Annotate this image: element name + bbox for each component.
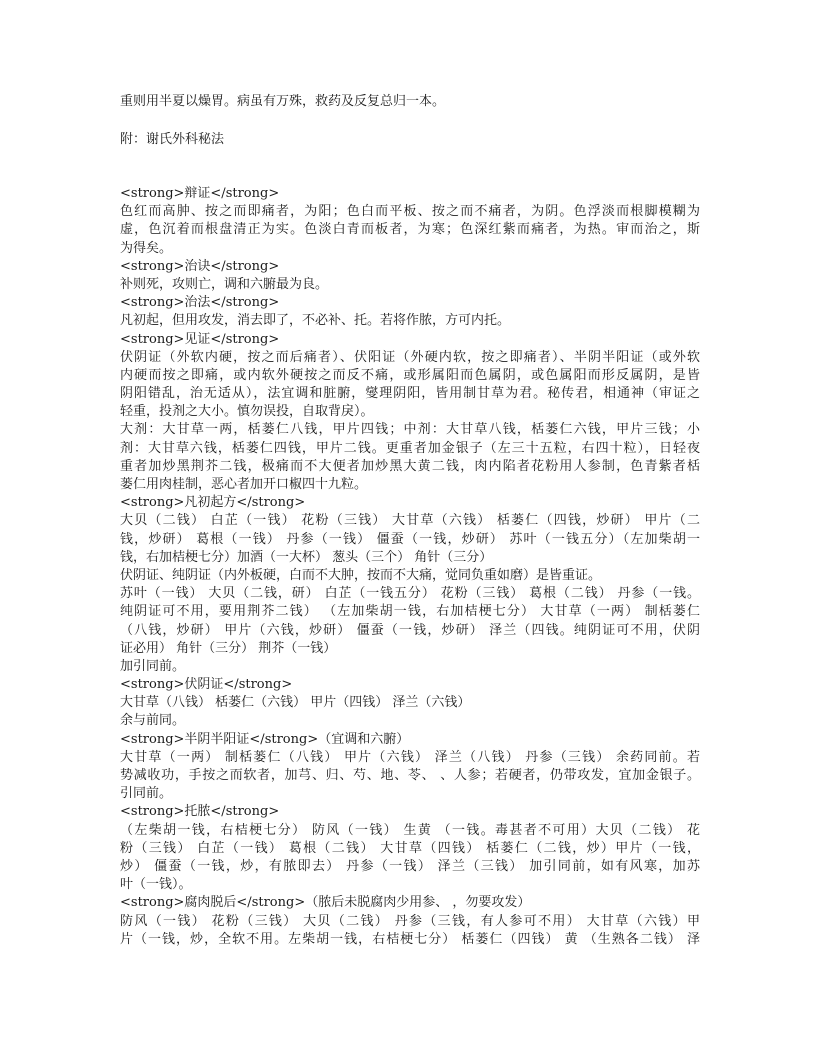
text-line: 蒌仁用肉桂制，恶心者加开口椒四十九粒。 (120, 477, 368, 492)
text-line: 势减收功，手按之而软者，加芎、归、芍、地、苓、 、人参；若硬者，仍带攻发，宜加金银子。 (120, 768, 700, 783)
section-heading-line: <strong>见证</strong> (120, 331, 280, 347)
text-line: 大贝（二钱） 白芷（一钱） 花粉（三钱） 大甘草（六钱） 栝蒌仁（四钱，炒研） 甲片（二 (120, 513, 700, 529)
text-line: 苏叶（一钱） 大贝（二钱，研） 白芷（一钱五分） 花粉（三钱） 葛根（二钱） 丹参（一钱。 (120, 586, 700, 602)
text-line: 炒） 僵蚕（一钱，炒，有脓即去） 丹参（一钱） 泽兰（三钱） 加引同前，如有风寒，加苏 (120, 858, 700, 874)
section-heading-line: <strong>腐肉脱后</strong>（脓后未脱腐肉少用参、 ，勿要攻发） (120, 895, 531, 911)
document-body (0, 185, 700, 949)
text-line: 防风（一钱） 花粉（三钱） 大贝（二钱） 丹参（三钱，有人参可不用） 大甘草（六钱）甲 (120, 913, 700, 929)
text-line: 纯阴证可不用，要用荆芥二钱） （左加柴胡一钱，右加桔梗七分） 大甘草（一两） 制栝蒌仁 (120, 604, 700, 620)
text-line: 片（一钱，炒，全软不用。左柴胡一钱，右桔梗七分） 栝蒌仁（四钱） 黄 （生熟各二钱） 泽 (120, 931, 700, 947)
text-line: 引同前。 (120, 786, 173, 802)
text-line: 轻重，投剂之大小。慎勿误投，自取背戾）。 (120, 404, 374, 420)
closing-line: 重则用半夏以燥胃。病虽有万殊，救药及反复总归一本。 (120, 94, 446, 109)
text-line: 伏阴证、纯阴证（内外板硬，白而不大肿，按而不大痛，觉同负重如磨）是皆重证。 (120, 567, 602, 583)
text-line: 剂：大甘草六钱，栝蒌仁四钱，甲片二钱。更重者加金银子（左三十五粒，右四十粒），日轻夜 (120, 440, 700, 456)
text-line: 证必用） 角针（三分） 荆芥（一钱） (120, 640, 337, 656)
section-heading-line: <strong>半阴半阳证</strong>（宜调和六腑） (120, 731, 410, 747)
text-line: 虚，色沉着而根盘清正为实。色淡白青而板者，为寒；色深红紫而痛者，为热。审而治之，斯 (120, 222, 700, 238)
text-line: 凡初起，但用攻发，消去即了，不必补、托。若将作脓，方可内托。 (120, 313, 511, 329)
text-line: （左柴胡一钱，右桔梗七分） 防风（一钱） 生黄 （一钱。毒甚者不可用）大贝（二钱） 花 (120, 822, 700, 838)
text-line: 大剂：大甘草一两，栝蒌仁八钱，甲片四钱；中剂：大甘草八钱，栝蒌仁六钱，甲片三钱；小 (120, 422, 700, 438)
section-heading-line: <strong>伏阴证</strong> (120, 677, 293, 693)
section-heading-line: <strong>凡初起方</strong> (120, 495, 306, 511)
text-line: 大甘草（一两） 制栝蒌仁（八钱） 甲片（六钱） 泽兰（八钱） 丹参（三钱） 余药同前。若 (120, 749, 700, 765)
text-line: （八钱，炒研） 甲片（六钱，炒研） 僵蚕（一钱，炒研） 泽兰（四钱。纯阴证可不用，伏阴 (120, 622, 700, 638)
text-line: 为得矣。 (120, 240, 173, 256)
text-line: 重者加炒黑荆芥二钱，极痛而不大便者加炒黑大黄二钱，肉内陷者花粉用人参制，色青紫者栝 (120, 458, 700, 474)
section-heading-line: <strong>治诀</strong> (120, 258, 280, 274)
text-line: 钱，右加桔梗七分）加酒（一大杯） 葱头（三个） 角针（三分） (120, 549, 493, 565)
section-heading-line: <strong>托脓</strong> (120, 804, 280, 820)
section-heading-line: <strong>治法</strong> (120, 295, 280, 311)
text-line: 大甘草（八钱） 栝蒌仁（六钱） 甲片（四钱） 泽兰（六钱） (120, 695, 471, 711)
section-heading-line: <strong>辩证</strong> (120, 186, 280, 201)
appendix-title: 附：谢氏外科秘法 (120, 132, 225, 147)
text-line: 钱，炒研） 葛根（一钱） 丹参（一钱） 僵蚕（一钱，炒研） 苏叶（一钱五分）（左加柴胡一 (120, 531, 700, 547)
text-line: 色红而高肿、按之而即痛者，为阳；色白而平板、按之而不痛者，为阴。色浮淡而根脚模糊为 (120, 204, 700, 220)
text-line: 叶（一钱）。 (120, 877, 192, 893)
text-line: 内硬而按之即痛，或内软外硬按之而反不痛，或形属阳而色属阴，或色属阳而形反属阴，是皆 (120, 367, 700, 383)
text-line: 补则死，攻则亡，调和六腑最为良。 (120, 276, 329, 292)
text-line: 粉（三钱） 白芷（一钱） 葛根（二钱） 大甘草（四钱） 栝蒌仁（二钱，炒）甲片（一钱， (120, 840, 700, 856)
text-line: 加引同前。 (120, 658, 186, 674)
text-line: 余与前同。 (120, 713, 186, 729)
text-line: 伏阴证（外软内硬，按之而后痛者）、伏阳证（外硬内软，按之即痛者）、半阴半阳证（或外软 (120, 349, 700, 365)
text-line: 阴阳错乱，治无适从），法宜调和脏腑，燮理阴阳，皆用制甘草为君。秘传君，相通神（审证之 (120, 386, 700, 402)
